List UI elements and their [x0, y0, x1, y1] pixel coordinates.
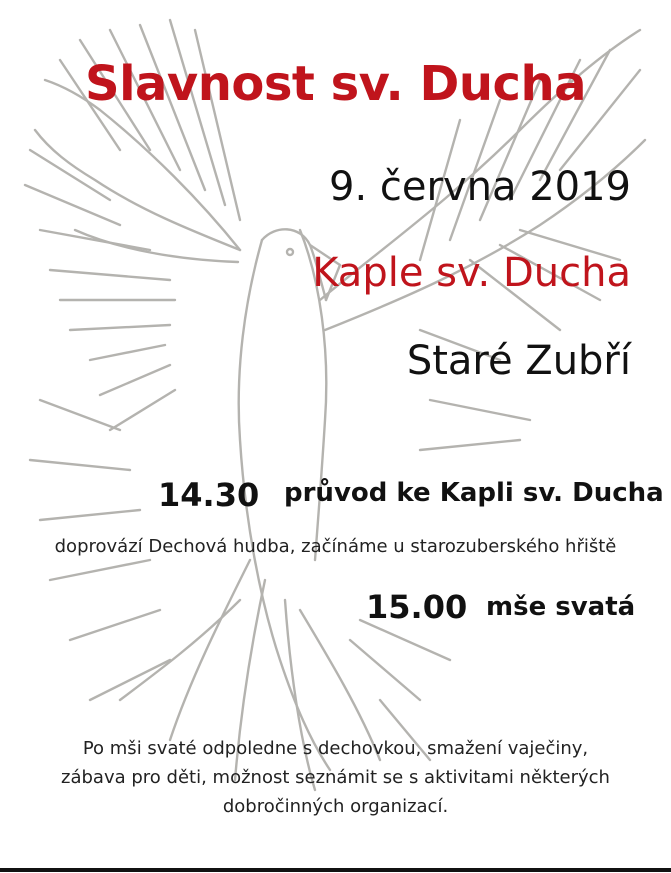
- event-date: 9. června 2019: [329, 164, 631, 210]
- afternoon-note-line: zábava pro děti, možnost seznámit se s aktivitami některých: [61, 767, 610, 788]
- program-time-1: 14.30: [158, 476, 260, 514]
- afternoon-note: [0, 734, 671, 821]
- program-note-1: doprovází Dechová hudba, začínáme u starozuberského hřiště: [54, 536, 617, 557]
- event-place: Kaple sv. Ducha: [312, 250, 631, 296]
- program-event-2: mše svatá: [486, 592, 636, 622]
- event-town: Staré Zubří: [406, 338, 631, 384]
- bottom-divider: [0, 868, 671, 872]
- program-event-1: průvod ke Kapli sv. Ducha: [284, 478, 664, 508]
- afternoon-note-line: Po mši svaté odpoledne s dechovkou, smažení vaječiny,: [82, 738, 589, 759]
- program-time-2: 15.00: [366, 588, 468, 626]
- page-title: Slavnost sv. Ducha: [85, 56, 586, 112]
- afternoon-note-line: dobročinných organizací.: [222, 796, 449, 817]
